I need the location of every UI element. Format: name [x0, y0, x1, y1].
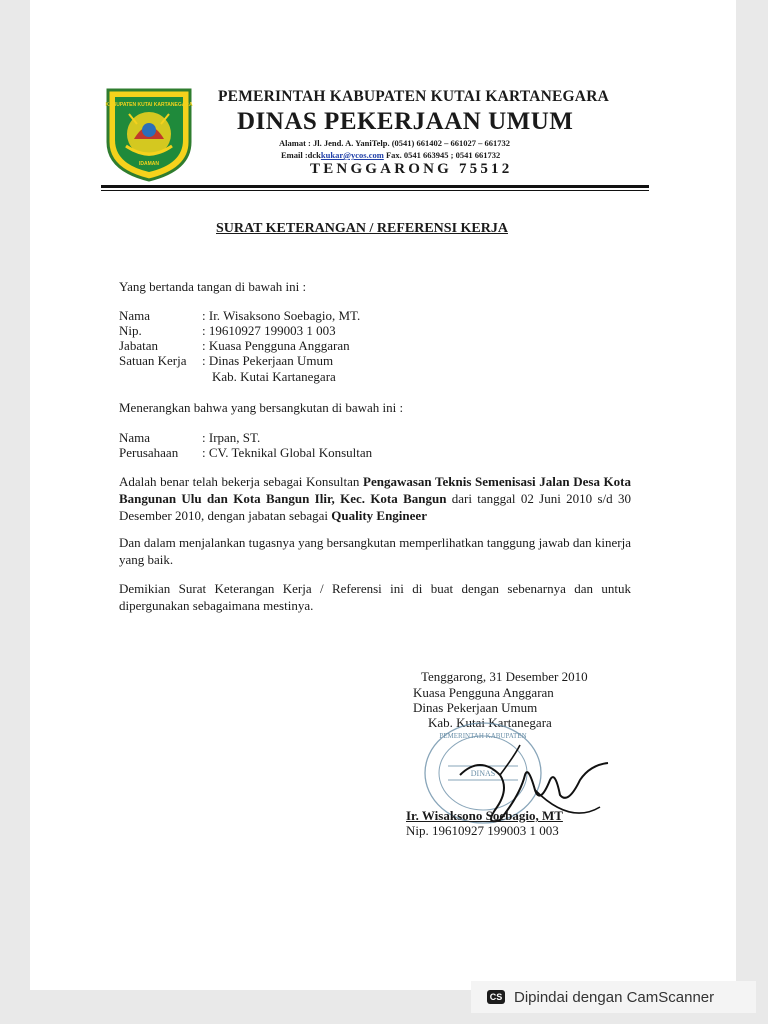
email-prefix: Email :dck: [281, 150, 321, 160]
signature-place-date: Tenggarong, 31 Desember 2010: [421, 669, 588, 684]
fax-text: Fax. 0541 663945 ; 0541 661732: [383, 150, 501, 160]
explain-text: Menerangkan bahwa yang bersangkutan di bawah ini :: [119, 400, 404, 415]
letterhead-government: PEMERINTAH KABUPATEN KUTAI KARTANEGARA: [218, 88, 609, 105]
stamp-center: DINAS: [470, 769, 496, 778]
camscanner-watermark: [471, 981, 756, 1013]
signature-region: Kab. Kutai Kartanegara: [428, 715, 552, 730]
signature-nip: Nip. 19610927 199003 1 003: [406, 823, 559, 838]
camscanner-text: Dipindai dengan CamScanner: [514, 988, 715, 1006]
paragraph-performance: Dan dalam menjalankan tugasnya yang bersangkutan memperlihatkan tanggung jawab dan kinerja yang baik.: [119, 535, 631, 567]
letterhead-rule-thin: [101, 190, 649, 191]
signature-name: Ir. Wisaksono Soebagio, MT: [406, 808, 563, 823]
field-label: Nama: [119, 308, 151, 323]
letterhead-email: [281, 150, 500, 160]
field-value: : Kuasa Pengguna Anggaran: [202, 338, 350, 353]
letterhead-city: TENGGARONG 75512: [310, 161, 513, 177]
field-value: : CV. Teknikal Global Konsultan: [202, 445, 373, 460]
logo-top-text: KABUPATEN KUTAI KARTANEGARA: [105, 102, 193, 108]
field-value: : Dinas Pekerjaan Umum: [202, 353, 334, 368]
signature-office: Dinas Pekerjaan Umum: [413, 700, 538, 715]
job-title: Quality Engineer: [331, 508, 427, 523]
intro-text: Yang bertanda tangan di bawah ini :: [119, 279, 307, 294]
field-value: : Ir. Wisaksono Soebagio, MT.: [202, 308, 361, 323]
signature-position: Kuasa Pengguna Anggaran: [413, 685, 554, 700]
paragraph-employment: [119, 473, 631, 524]
document-title: SURAT KETERANGAN / REFERENSI KERJA: [216, 221, 508, 236]
field-label: Perusahaan: [119, 445, 179, 460]
field-label: Nama: [119, 430, 151, 445]
letterhead-address: Alamat : Jl. Jend. A. YaniTelp. (0541) 661402 – 661027 – 661732: [279, 138, 511, 148]
camscanner-icon: CS: [487, 990, 505, 1004]
field-value: : Irpan, ST.: [202, 430, 261, 445]
paragraph-closing: Demikian Surat Keterangan Kerja / Referensi ini di buat dengan sebenarnya dan untuk dipergunakan sebagaimana mestinya.: [119, 581, 631, 613]
field-label: Nip.: [119, 323, 142, 338]
para-text: Adalah benar telah bekerja sebagai Konsultan: [119, 474, 364, 489]
email-link[interactable]: kukar@ycos.com: [320, 150, 384, 160]
project-name: Pengawasan Teknis Semenisasi Jalan Desa Kota Bangunan Ulu dan Kota Bangun Ilir, Kec. Kota Bangun: [119, 474, 631, 506]
para-text: dari tanggal 02 Juni 2010 s/d 30 Desember 2010, dengan jabatan sebagai: [119, 491, 631, 523]
letterhead-office: DINAS PEKERJAAN UMUM: [237, 108, 574, 135]
logo-bottom-text: IDAMAN: [139, 161, 159, 167]
kutai-kartanegara-logo: [104, 84, 194, 184]
field-value: : 19610927 199003 1 003: [202, 323, 336, 338]
field-label: Jabatan: [119, 338, 158, 353]
letterhead-rule-thick: [101, 185, 649, 188]
stamp-text: PEMERINTAH KABUPATEN: [439, 732, 527, 740]
field-label: Satuan Kerja: [119, 353, 187, 368]
field-value-continued: Kab. Kutai Kartanegara: [212, 369, 336, 384]
